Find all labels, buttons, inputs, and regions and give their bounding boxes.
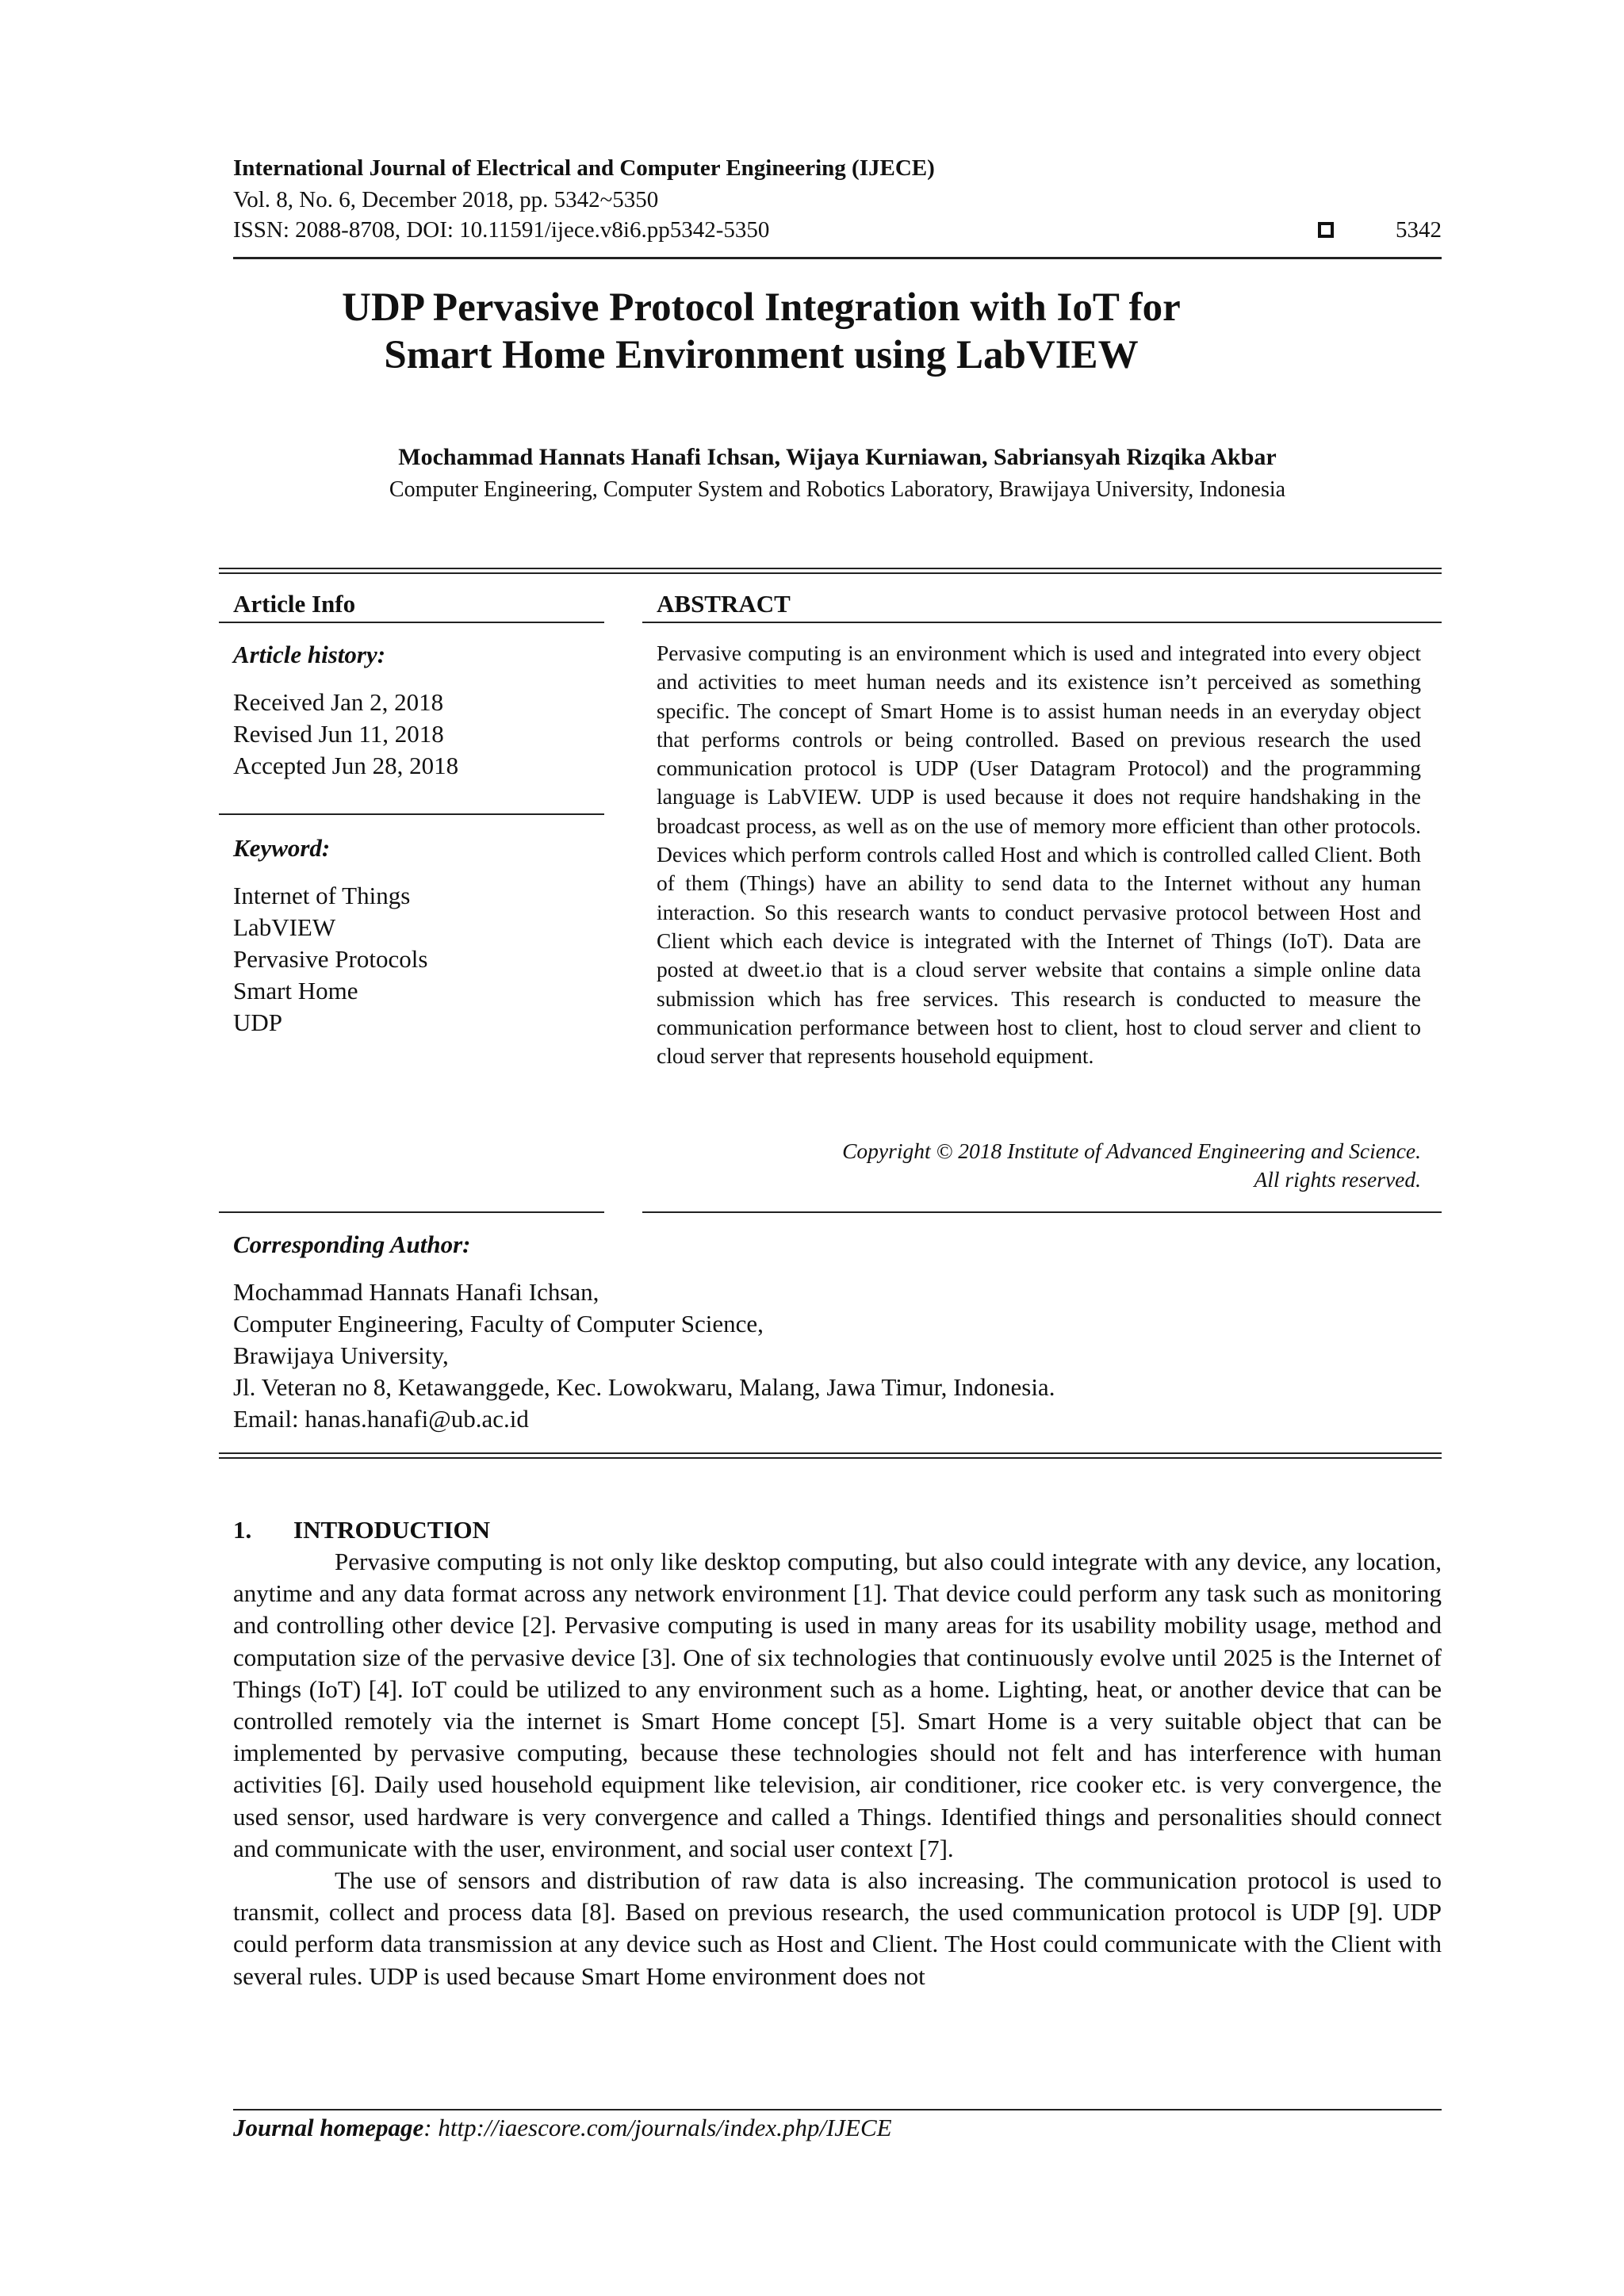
footer-rule: [233, 2109, 1442, 2110]
page-number: 5342: [1396, 217, 1442, 243]
section-title: INTRODUCTION: [293, 1516, 491, 1544]
abstract-bottom-rule: [642, 1211, 1442, 1213]
copyright-line: Copyright © 2018 Institute of Advanced Engineering and Science.: [842, 1138, 1421, 1163]
abstract-body: Pervasive computing is an environment which is used and integrated into every object and activities to meet human needs and its existence isn’t perceived as something specific. The concept of Smart Home is to assist human needs in an everyday object that performs controls or being controlled. Based on previous research the used communication protocol is UDP (User Datagram Protocol) and the programming language is LabVIEW. UDP is used because it does not require handshaking in the broadcast process, as well as on the use of memory more efficient than other protocols. Devices which perform controls called Host and which is controlled called Client. Both of them (Things) have an ability to send data to the Internet without any human interaction. So this research wants to conduct pervasive protocol between Host and Client which each device is integrated with the Internet of Things (IoT). Data are posted at dweet.io that is a cloud server website that contains a simple online data submission which has free services. This research is conducted to measure the communication performance between host to client, host to cloud server and client to cloud server that represents household equipment.: [657, 641, 1421, 1069]
journal-volume: Vol. 8, No. 6, December 2018, pp. 5342~5350: [233, 187, 659, 212]
author-name: Mochammad Hannats Hanafi Ichsan,: [233, 1278, 599, 1306]
homepage-label: Journal homepage: [233, 2114, 424, 2141]
article-info-rule: [219, 622, 604, 623]
section-number: 1.: [233, 1516, 252, 1544]
keyword-item: Smart Home: [233, 977, 358, 1004]
journal-homepage: Journal homepage: http://iaescore.com/journals/index.php/IJECE: [233, 2114, 892, 2141]
corresponding-author-details: [233, 1276, 1055, 1435]
abstract-heading: ABSTRACT: [657, 590, 791, 618]
author-address: Jl. Veteran no 8, Ketawanggede, Kec. Lowokwaru, Malang, Jawa Timur, Indonesia.: [233, 1373, 1055, 1401]
history-received: Received Jan 2, 2018: [233, 688, 444, 716]
journal-issn-doi: ISSN: 2088-8708, DOI: 10.11591/ijece.v8i6.pp5342-5350: [233, 217, 770, 243]
keyword-item: LabVIEW: [233, 913, 336, 941]
journal-name: International Journal of Electrical and Computer Engineering (IJECE): [233, 155, 935, 181]
author-affiliation: Computer Engineering, Computer System and Robotics Laboratory, Brawijaya University, Indonesia: [389, 477, 1286, 502]
history-accepted: Accepted Jun 28, 2018: [233, 752, 459, 779]
corresponding-author-heading: Corresponding Author:: [233, 1230, 471, 1258]
homepage-url[interactable]: http://iaescore.com/journals/index.php/IJECE: [438, 2114, 892, 2141]
article-info-heading: Article Info: [233, 590, 356, 618]
paragraph: The use of sensors and distribution of raw data is also increasing. The communication protocol is used to transmit, collect and process data [8]. Based on previous research, the used communication protocol is UDP [9]. UDP could perform data transmission at any device such as Host and Client. The Host could communicate with the Client with several rules. UDP is used because Smart Home environment does not: [233, 1866, 1442, 1990]
author-email: Email: hanas.hanafi@ub.ac.id: [233, 1405, 529, 1433]
author-list: Mochammad Hannats Hanafi Ichsan, Wijaya Kurniawan, Sabriansyah Rizqika Akbar: [398, 444, 1277, 470]
author-department: Computer Engineering, Faculty of Computer Science,: [233, 1310, 764, 1337]
keyword-list: [233, 880, 427, 1039]
square-box-icon: [1318, 222, 1334, 238]
article-history-list: [233, 687, 458, 782]
header-rule: [233, 257, 1442, 259]
paragraph: Pervasive computing is not only like desktop computing, but also could integrate with any device, any location, anytime and any data format across any network environment [1]. That device could perform any task such as monitoring and controlling other device [2]. Pervasive computing is used in many areas for its usability mobility usage, method and computation size of the pervasive device [3]. One of six technologies that continuously evolve until 2025 is the Internet of Things (IoT) [4]. IoT could be utilized to any environment such as a home. Lighting, heat, or another device that can be controlled remotely via the internet is Smart Home concept [5]. Smart Home is a very suitable object that can be implemented by pervasive computing, because these technologies should not felt and has interference with human activities [6]. Daily used household equipment like television, air conditioner, rice cooker etc. is very convergence, the used sensor, used hardware is very convergence and called a Things. Identified things and personalities should connect and communicate with the user, environment, and social user context [7].: [233, 1548, 1442, 1862]
paper-title: UDP Pervasive Protocol Integration with IoT for Smart Home Environment using LabVIEW: [342, 285, 1181, 377]
bottom-double-rule: [219, 1452, 1442, 1454]
keyword-item: UDP: [233, 1008, 283, 1036]
copyright-notice: [657, 1137, 1421, 1194]
article-history-heading: Article history:: [233, 641, 386, 668]
info-bottom-rule: [219, 1211, 604, 1213]
history-rule: [219, 813, 604, 815]
keyword-item: Pervasive Protocols: [233, 945, 428, 973]
bottom-double-rule-2: [219, 1457, 1442, 1459]
abstract-rule: [642, 622, 1442, 623]
author-university: Brawijaya University,: [233, 1341, 449, 1369]
top-double-rule: [219, 568, 1442, 569]
introduction-heading: [233, 1516, 490, 1544]
keyword-heading: Keyword:: [233, 834, 331, 862]
introduction-body: [233, 1546, 1442, 1992]
keyword-item: Internet of Things: [233, 882, 411, 909]
rights-line: All rights reserved.: [1254, 1167, 1421, 1192]
history-revised: Revised Jun 11, 2018: [233, 720, 444, 748]
top-double-rule-2: [219, 572, 1442, 574]
